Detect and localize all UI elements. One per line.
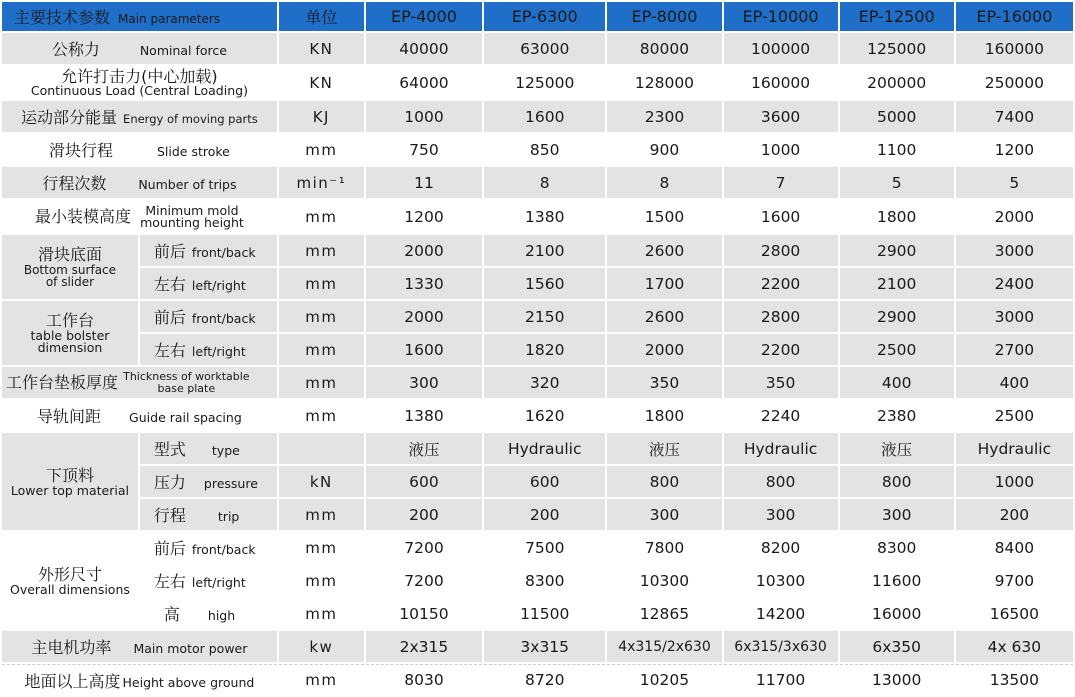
- value-cell: 1560: [484, 268, 605, 299]
- row-label: [2, 367, 277, 398]
- value-cell: 14200: [724, 598, 838, 629]
- group-cn: 下顶料: [45, 465, 94, 485]
- group-cn: 滑块底面: [37, 245, 102, 264]
- header-row: [2, 2, 1073, 31]
- value-cell: 2900: [840, 235, 954, 266]
- value-cell: 5: [840, 167, 954, 198]
- sub-label: [140, 598, 277, 629]
- row-lower-trip: [2, 499, 1073, 530]
- unit-cell: mm: [279, 134, 364, 165]
- value-cell: 1100: [840, 134, 954, 165]
- value-cell: 7500: [484, 532, 605, 563]
- value-cell: 1380: [484, 200, 605, 233]
- value-cell: 160000: [724, 66, 838, 99]
- value-cell: 300: [607, 499, 721, 530]
- row-label: [2, 66, 277, 99]
- group-label-overall: [2, 532, 138, 629]
- value-cell: 11600: [840, 565, 954, 596]
- value-cell: 600: [484, 466, 605, 497]
- value-cell: 200: [366, 499, 482, 530]
- value-cell: 1800: [607, 400, 721, 431]
- label-cn: 运动部分能量: [21, 108, 118, 127]
- unit-cell: KJ: [279, 101, 364, 132]
- row-label: [2, 631, 277, 662]
- value-cell: 8200: [724, 532, 838, 563]
- sub-label: [140, 433, 277, 464]
- row-bolster-front-back: [2, 301, 1073, 332]
- header-param-en: Main parameters: [118, 12, 221, 26]
- value-cell: 1620: [484, 400, 605, 431]
- value-cell: 2240: [724, 400, 838, 431]
- sub-cn: 压力: [153, 473, 186, 492]
- value-cell: 12865: [607, 598, 721, 629]
- value-cell: 1700: [607, 268, 721, 299]
- value-cell: 10205: [607, 664, 721, 695]
- label-en: Nominal force: [139, 43, 227, 58]
- value-cell: 80000: [607, 33, 721, 64]
- value-cell: 1330: [366, 268, 482, 299]
- sub-label: [140, 532, 277, 563]
- sub-label: [140, 301, 277, 332]
- row-guide-rail: [2, 400, 1073, 431]
- row-label: [2, 101, 277, 132]
- row-motor-power: [2, 631, 1073, 662]
- value-cell: 1000: [724, 134, 838, 165]
- value-cell: 7200: [366, 565, 482, 596]
- value-cell: 4x315/2x630: [607, 631, 721, 662]
- value-cell: 2150: [484, 301, 605, 332]
- value-cell: 2900: [840, 301, 954, 332]
- value-cell: 8030: [366, 664, 482, 695]
- unit-cell: KN: [279, 66, 364, 99]
- label-cn: 滑块行程: [48, 141, 113, 160]
- value-cell: 9700: [956, 565, 1073, 596]
- row-slider-front-back: [2, 235, 1073, 266]
- value-cell: 2800: [724, 301, 838, 332]
- value-cell: 7400: [956, 101, 1073, 132]
- value-cell: 350: [607, 367, 721, 398]
- value-cell: Hydraulic: [724, 433, 838, 464]
- value-cell: 2300: [607, 101, 721, 132]
- value-cell: Hydraulic: [956, 433, 1073, 464]
- value-cell: 800: [607, 466, 721, 497]
- value-cell: 11700: [724, 664, 838, 695]
- value-cell: 300: [840, 499, 954, 530]
- sub-cn: 行程: [153, 506, 186, 525]
- sub-en: left/right: [191, 575, 246, 590]
- value-cell: 900: [607, 134, 721, 165]
- value-cell: 2000: [607, 334, 721, 365]
- value-cell: 250000: [956, 66, 1073, 99]
- value-cell: 200: [484, 499, 605, 530]
- unit-cell: kw: [279, 631, 364, 662]
- label-cn: 地面以上高度: [24, 671, 121, 691]
- row-bolster-left-right: [2, 334, 1073, 365]
- value-cell: 5000: [840, 101, 954, 132]
- value-cell: 1800: [840, 200, 954, 233]
- value-cell: 3000: [956, 235, 1073, 266]
- row-min-mold: [2, 200, 1073, 233]
- value-cell: 1820: [484, 334, 605, 365]
- value-cell: 2600: [607, 235, 721, 266]
- value-cell: 2380: [840, 400, 954, 431]
- value-cell: 4x 630: [956, 631, 1073, 662]
- label-en: Number of trips: [138, 177, 237, 192]
- value-cell: 2000: [956, 200, 1073, 233]
- sub-label: [140, 466, 277, 497]
- value-cell: 1500: [607, 200, 721, 233]
- label-cn: 公称力: [51, 40, 100, 59]
- unit-cell: mm: [279, 400, 364, 431]
- sub-en: left/right: [191, 344, 246, 359]
- unit-cell: mm: [279, 598, 364, 629]
- label-en: Main motor power: [133, 641, 248, 656]
- sub-cn: 左右: [153, 341, 186, 360]
- unit-cell: mm: [279, 200, 364, 233]
- sub-label: [140, 334, 277, 365]
- value-cell: 200: [956, 499, 1073, 530]
- value-cell: 2800: [724, 235, 838, 266]
- value-cell: 5: [956, 167, 1073, 198]
- unit-cell: mm: [279, 499, 364, 530]
- value-cell: 8720: [484, 664, 605, 695]
- row-energy: [2, 101, 1073, 132]
- value-cell: 13000: [840, 664, 954, 695]
- label-en: base plate: [157, 382, 216, 396]
- value-cell: 11500: [484, 598, 605, 629]
- value-cell: Hydraulic: [484, 433, 605, 464]
- sub-en: front/back: [191, 311, 256, 326]
- row-slider-left-right: [2, 268, 1073, 299]
- value-cell: 液压: [840, 433, 954, 464]
- value-cell: 300: [366, 367, 482, 398]
- sub-label: [140, 565, 277, 596]
- sub-en: front/back: [191, 245, 256, 260]
- group-label-lower-top: [2, 433, 138, 530]
- label-en: Height above ground: [122, 674, 255, 690]
- label-cn: 工作台垫板厚度: [6, 372, 119, 392]
- value-cell: 1000: [956, 466, 1073, 497]
- value-cell: 2100: [840, 268, 954, 299]
- group-en: Overall dimensions: [9, 581, 130, 597]
- value-cell: 63000: [484, 33, 605, 64]
- value-cell: 2200: [724, 334, 838, 365]
- label-en: Energy of moving parts: [123, 112, 258, 126]
- value-cell: 10300: [724, 565, 838, 596]
- value-cell: 7200: [366, 532, 482, 563]
- group-en: Lower top material: [10, 482, 129, 498]
- sub-cn: 型式: [153, 440, 186, 459]
- unit-cell: KN: [279, 33, 364, 64]
- value-cell: 125000: [840, 33, 954, 64]
- header-model: EP-10000: [724, 2, 838, 31]
- group-label-bolster: [2, 301, 138, 365]
- row-overall-front-back: [2, 532, 1073, 563]
- sub-label: [140, 235, 277, 266]
- sub-cn: 前后: [153, 539, 186, 558]
- sub-en: pressure: [203, 476, 258, 491]
- label-cn: 导轨间距: [37, 407, 102, 426]
- group-en: Bottom surface: [23, 263, 117, 277]
- value-cell: 600: [366, 466, 482, 497]
- row-continuous-load: [2, 66, 1073, 99]
- label-cn: 行程次数: [42, 174, 107, 193]
- header-model: EP-8000: [607, 2, 721, 31]
- value-cell: 850: [484, 134, 605, 165]
- value-cell: 2400: [956, 268, 1073, 299]
- value-cell: 800: [724, 466, 838, 497]
- value-cell: 64000: [366, 66, 482, 99]
- row-overall-left-right: [2, 565, 1073, 596]
- value-cell: 40000: [366, 33, 482, 64]
- value-cell: 8300: [484, 565, 605, 596]
- value-cell: 3x315: [484, 631, 605, 662]
- value-cell: 6x350: [840, 631, 954, 662]
- label-en: Slide stroke: [156, 144, 230, 159]
- value-cell: 2200: [724, 268, 838, 299]
- label-en: Minimum mold: [145, 203, 239, 219]
- header-model: EP-4000: [366, 2, 482, 31]
- value-cell: 200000: [840, 66, 954, 99]
- unit-cell: mm: [279, 334, 364, 365]
- value-cell: 1600: [724, 200, 838, 233]
- unit-cell: mm: [279, 664, 364, 695]
- value-cell: 2500: [840, 334, 954, 365]
- unit-cell: [279, 433, 364, 464]
- row-slide-stroke: [2, 134, 1073, 165]
- unit-cell: min⁻¹: [279, 167, 364, 198]
- row-label: [2, 400, 277, 431]
- sub-cn: 前后: [153, 308, 186, 327]
- value-cell: 400: [956, 367, 1073, 398]
- sub-en: trip: [217, 509, 240, 524]
- value-cell: 8400: [956, 532, 1073, 563]
- value-cell: 300: [724, 499, 838, 530]
- header-unit: 单位: [279, 2, 364, 31]
- label-en: Continuous Load (Central Loading): [30, 83, 248, 98]
- value-cell: 6x315/3x630: [724, 631, 838, 662]
- value-cell: 350: [724, 367, 838, 398]
- label-cn: 主电机功率: [31, 638, 112, 657]
- row-lower-pressure: [2, 466, 1073, 497]
- header-param-cn: 主要技术参数: [14, 8, 111, 27]
- value-cell: 10150: [366, 598, 482, 629]
- group-en: table bolster: [30, 328, 110, 343]
- value-cell: 2x315: [366, 631, 482, 662]
- value-cell: 2600: [607, 301, 721, 332]
- value-cell: 2700: [956, 334, 1073, 365]
- sub-label: [140, 268, 277, 299]
- header-param: [2, 2, 277, 31]
- label-en: Thickness of worktable: [123, 370, 250, 384]
- value-cell: 8: [484, 167, 605, 198]
- row-lower-type: [2, 433, 1073, 464]
- unit-cell: mm: [279, 235, 364, 266]
- value-cell: 7800: [607, 532, 721, 563]
- label-en: mounting height: [140, 215, 244, 231]
- row-nominal-force: [2, 33, 1073, 64]
- row-overall-height: [2, 598, 1073, 629]
- group-label-slider: [2, 235, 138, 299]
- sub-en: type: [211, 443, 240, 458]
- row-trips: [2, 167, 1073, 198]
- group-cn: 工作台: [45, 311, 94, 330]
- sub-cn: 左右: [153, 275, 186, 294]
- value-cell: 320: [484, 367, 605, 398]
- value-cell: 16500: [956, 598, 1073, 629]
- sub-cn: 左右: [153, 572, 186, 591]
- value-cell: 2100: [484, 235, 605, 266]
- sub-label: [140, 499, 277, 530]
- header-model: EP-16000: [956, 2, 1073, 31]
- group-cn: 外形尺寸: [37, 564, 102, 584]
- value-cell: 1000: [366, 101, 482, 132]
- label-cn: 最小装模高度: [34, 206, 131, 226]
- value-cell: 10300: [607, 565, 721, 596]
- value-cell: 1600: [484, 101, 605, 132]
- value-cell: 160000: [956, 33, 1073, 64]
- label-cn: 允许打击力(中心加载): [61, 67, 218, 86]
- value-cell: 2500: [956, 400, 1073, 431]
- value-cell: 3600: [724, 101, 838, 132]
- value-cell: 8300: [840, 532, 954, 563]
- value-cell: 800: [840, 466, 954, 497]
- value-cell: 13500: [956, 664, 1073, 695]
- value-cell: 液压: [366, 433, 482, 464]
- value-cell: 1600: [366, 334, 482, 365]
- value-cell: 2000: [366, 301, 482, 332]
- unit-cell: mm: [279, 268, 364, 299]
- row-label: [2, 200, 277, 233]
- value-cell: 16000: [840, 598, 954, 629]
- unit-cell: mm: [279, 532, 364, 563]
- sub-en: left/right: [191, 278, 246, 293]
- row-label: [2, 134, 277, 165]
- value-cell: 3000: [956, 301, 1073, 332]
- row-label: [2, 664, 277, 695]
- value-cell: 1380: [366, 400, 482, 431]
- row-base-plate: [2, 367, 1073, 398]
- sub-cn: 高: [163, 605, 180, 624]
- row-height-above-ground: [2, 664, 1073, 695]
- value-cell: 7: [724, 167, 838, 198]
- group-en: of slider: [45, 275, 95, 289]
- sub-en: front/back: [191, 542, 256, 557]
- value-cell: 128000: [607, 66, 721, 99]
- header-model: EP-12500: [840, 2, 954, 31]
- row-label: [2, 33, 277, 64]
- value-cell: 8: [607, 167, 721, 198]
- sub-en: high: [207, 608, 236, 623]
- value-cell: 1200: [366, 200, 482, 233]
- label-en: Guide rail spacing: [129, 410, 242, 425]
- unit-cell: mm: [279, 367, 364, 398]
- row-label: [2, 167, 277, 198]
- group-en: dimension: [37, 340, 103, 355]
- unit-cell: kN: [279, 466, 364, 497]
- value-cell: 100000: [724, 33, 838, 64]
- value-cell: 400: [840, 367, 954, 398]
- value-cell: 液压: [607, 433, 721, 464]
- value-cell: 2000: [366, 235, 482, 266]
- value-cell: 1200: [956, 134, 1073, 165]
- header-model: EP-6300: [484, 2, 605, 31]
- unit-cell: mm: [279, 565, 364, 596]
- value-cell: 750: [366, 134, 482, 165]
- sub-cn: 前后: [153, 242, 186, 261]
- unit-cell: mm: [279, 301, 364, 332]
- value-cell: 125000: [484, 66, 605, 99]
- value-cell: 11: [366, 167, 482, 198]
